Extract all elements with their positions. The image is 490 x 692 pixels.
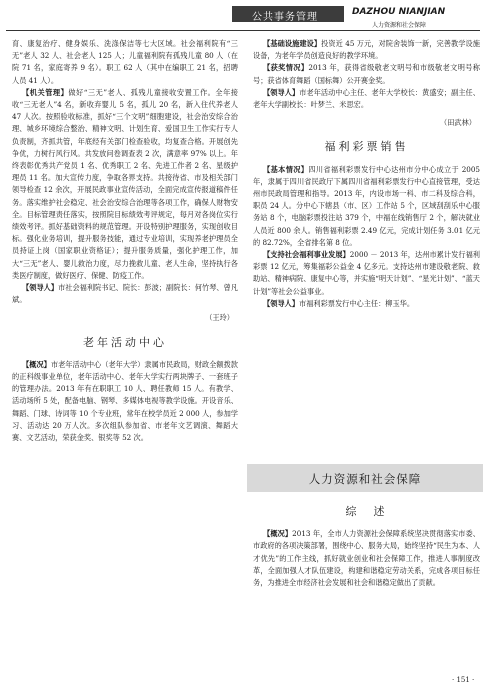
right-paragraph-hr-overview: [253, 528, 480, 589]
left-paragraph-leaders: [12, 282, 238, 306]
section-tag: 【支持社会福利事业发展】: [263, 250, 350, 260]
section-tag: 【基础设施建设】: [263, 39, 322, 48]
section-tag: 【概况】: [263, 529, 293, 539]
section-heading-lottery: 福利彩票销售: [324, 140, 409, 154]
chapter-banner-title: 人力资源和社会保障: [308, 472, 422, 486]
section-tag: 【基本情况】: [263, 164, 309, 174]
paragraph-text: 市社会福利院书记、院长：彭波；副院长：何竹琴、曾凡斌。: [12, 283, 238, 305]
section-tag: 【领导人】: [263, 298, 300, 308]
section-heading-overview: 综 述: [345, 505, 388, 518]
right-paragraph-lottery-leader: [253, 298, 480, 310]
right-column: [253, 38, 480, 310]
chapter-banner: [247, 464, 483, 492]
paragraph-text: 2013 年，全市人力资源社会保障系统坚决贯彻落实市委、市政府的各项决策部署，围绕中心、服务大局，始终坚持“民生为本、人才优先”的工作主线，抓好就业创业和社会保障工作，推进人事制度改革，全面加强人才队伍建设，构建和谐稳定劳动关系，完成各项目标任务，为推进全市经济社会发展和社会和谐稳定做出了贡献。: [253, 529, 480, 588]
paragraph-text: 四川省福利彩票发行中心达州市分中心成立于 2005 年，隶属于四川省民政厅下属四川省福利彩票发行中心直接管理，受达州市民政局管理和指导。2013 年，内设市场一科、市二科及综合科，职员 24 人。分中心下辖县（市、区）工作站 5 个，区域刮刮乐中心服务站 8 个，电脑彩票投注站 379 个，中福在线销售厅 2 个，解决就业人员近 800 余人。销售福利彩票 2.49 亿元，完成计划任务 3.01 亿元的 82.72%，全省排名第 8 位。: [253, 164, 480, 247]
section-tag: 【机关管理】: [22, 87, 69, 97]
header-subtitle: 人力资源和社会保障: [372, 22, 427, 29]
section-tag: 【领导人】: [22, 283, 59, 293]
author-credit: （王玲）: [205, 313, 234, 323]
header-pinyin: DAZHOU NIANJIAN: [352, 7, 446, 17]
paragraph-text: 2000 － 2013 年，达州市累计发行福利彩票 12 亿元，筹集福彩公益金 4 亿多元。支持达州市建设敬老院、救助站、精神病院、康复中心等，并实施“明天计划”、“星光计划”、“蓝天计划”等社会公益事业。: [253, 250, 480, 296]
section-tag: 【获奖情况】: [263, 63, 309, 73]
right-paragraph-basic-info: [253, 164, 480, 249]
section-heading-elderly-center: 老年活动中心: [83, 335, 167, 349]
right-paragraph-awards: [253, 62, 480, 86]
right-paragraph-infrastructure: [253, 38, 480, 62]
paragraph-text: 2013 年，获得省级敬老文明号和市级敬老文明号称号；获省体育舞蹈（国标舞）公开赛金奖。: [253, 63, 480, 85]
header-section-title: 公共事务管理: [252, 12, 318, 23]
paragraph-text: 市老年活动中心主任、老年大学校长：黄盛安；副主任、老年大学副校长：叶梦兰、米思宏。: [253, 87, 480, 110]
paragraph-text: 做好“三无”老人、孤残儿童接收安置工作。全年接收“三无老人”4 名，新收弃婴儿 5 名，孤儿 20 名，新入住代养老人 47 人次。按照验收标准，抓好“三个文明”细胞建设，社会治安综合治理、城乡环境综合整治、精神文明、计划生育、爱国卫生工作实行专人负责制，齐抓共管，年底经有关部门检查验收，均复查合格。开展创先争优，力树行风行风。共发放问卷调查表 2 次，满意率 97% 以上。年终表彰优秀共产党员 1 名、优秀职工 2 名、先进工作者 2 名、星级护理员 11 名。加大宣传力度，争取各界支持。共接待省、市及相关部门领导检查 12 余次，开展民政事业宣传活动，全面完成宣传报道稿件任务。落实维护社会稳定、社会治安综合治理等各项工作，确保人财物安全。目标管理责任落实，按照院目标绩效考评规定，每月对各岗位实行绩效考评。抓好基础资料的规范管理。开设特别护理服务，实现创收目标。强化业务培训，提升服务技能，通过专业培训，实现养老护理员全员持证上岗（国家职业资格证）；提升服务质量，强化护理工作，加大“三无”老人、婴儿救治力度，尽力挽救儿童、老人生命，坚持执行各类医疗制度，做好医疗、保健、防疫工作。: [12, 87, 238, 280]
paragraph-text: 市福利彩票发行中心主任：柳玉华。: [299, 298, 415, 308]
right-paragraph-welfare-support: [253, 249, 480, 298]
right-column-lower: [253, 506, 480, 589]
section-tag: 【领导人】: [263, 87, 300, 97]
paragraph-text: 投资近 45 万元，对院舍装饰一新，完善教学设施设备，为老年学员创造良好的教学环境。: [253, 39, 480, 61]
section-tag: 【概况】: [22, 359, 51, 369]
author-credit: （田武林）: [440, 118, 476, 128]
paragraph-text: 市老年活动中心（老年大学）隶属市民政局，财政全额拨款的正科级事业单位，老年活动中心、老年大学实行两块牌子、一套班子的管理办法。2013 年有在职职工 10 人、聘任教师 15 人。有教学、活动场所 5 处，配备电脑、钢琴、多媒体电视等教学设施。开设音乐、舞蹈、门球、诗词等 10 个专业班，常年在校学员近 2 000 人，参加学习、活动达 20 万人次。多次组队参加省、市老年文艺调演、舞蹈大赛、文艺活动，荣获金奖、银奖等 52 次。: [12, 359, 238, 443]
left-paragraph-overview: [12, 359, 238, 444]
right-paragraph-leaders: [253, 87, 480, 111]
page-number: · 151 ·: [452, 676, 475, 684]
left-paragraph-management: [12, 87, 238, 282]
header-rule: [6, 30, 480, 31]
left-column: [12, 38, 238, 444]
left-paragraph-intro: 育、康复治疗、健身娱乐、洗涤保洁等七大区域。社会福利院有“三无”老人 32 人、社会老人 125 人；儿童福利院有孤残儿童 80 人（在院 71 名，家庭寄养 9 名）。职工 62 人（其中在编职工 21 名，招聘人员 41 人）。: [12, 39, 238, 85]
